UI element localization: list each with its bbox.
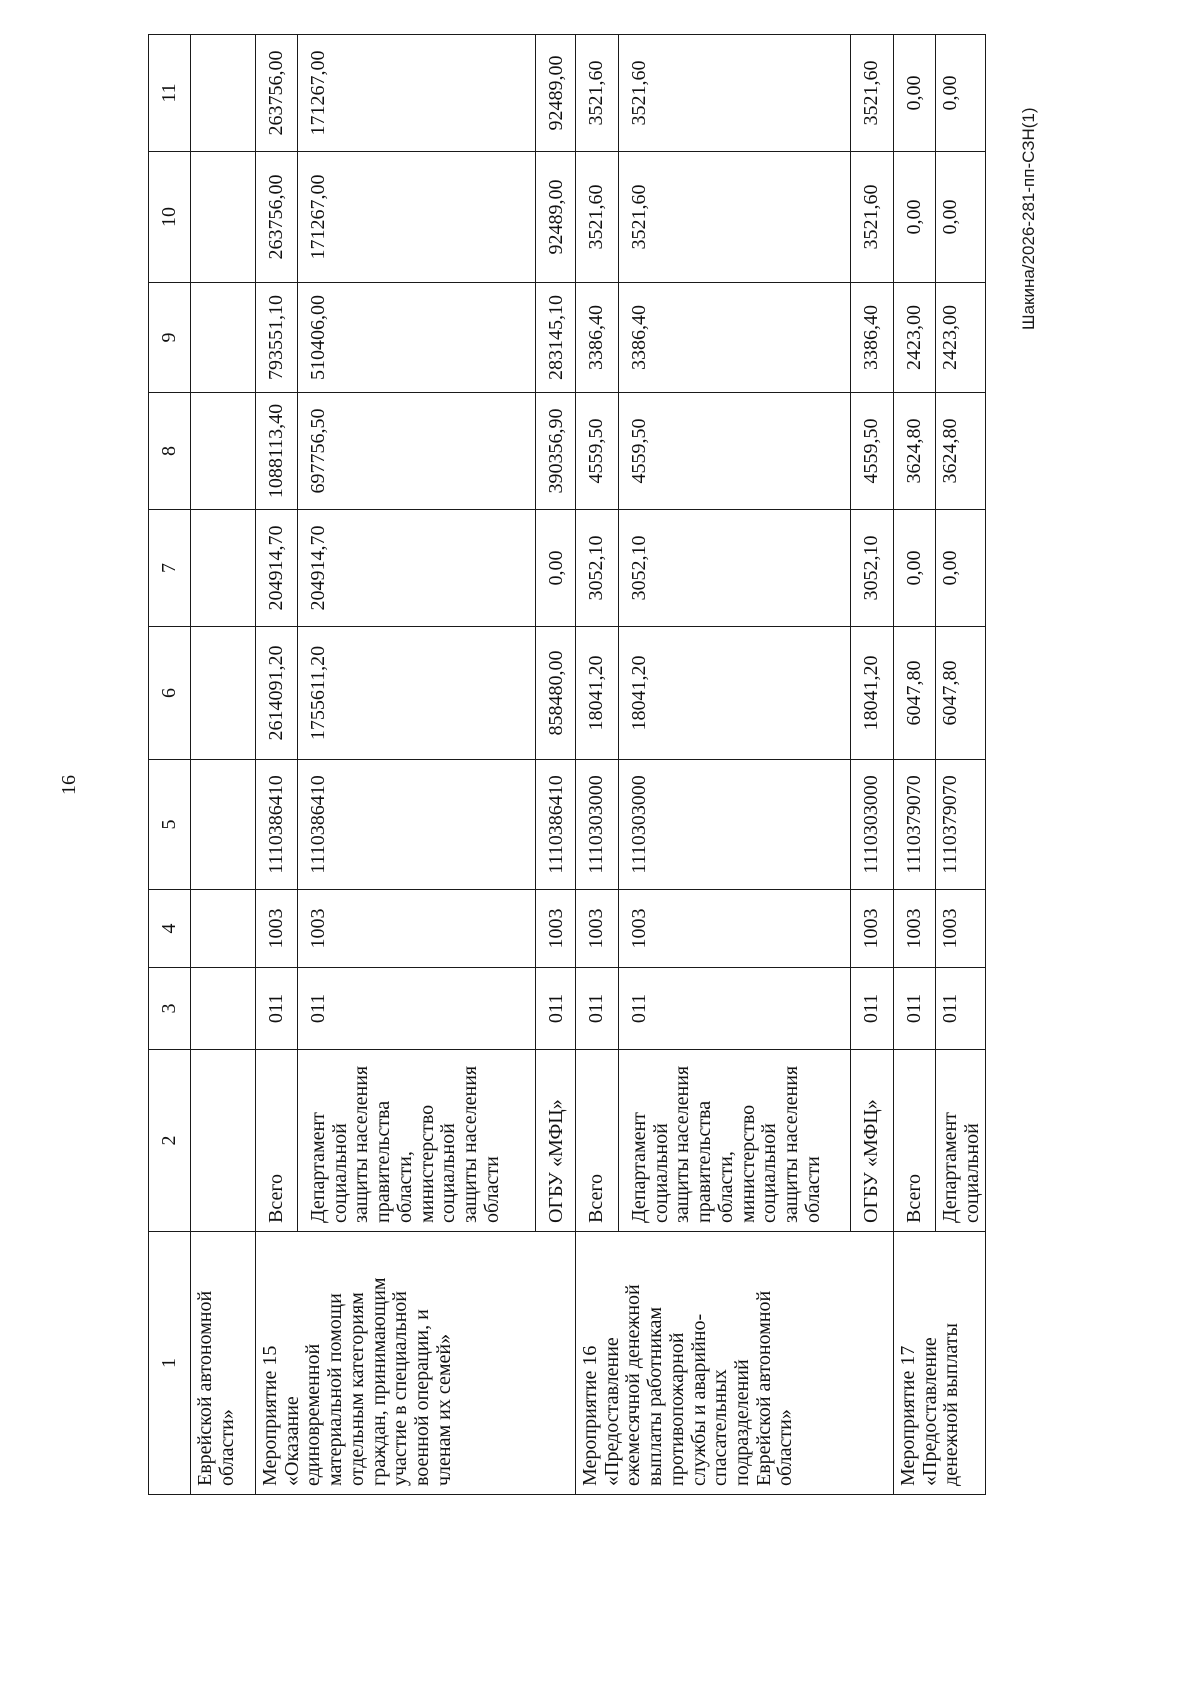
empty-cell <box>191 283 256 393</box>
amount-cell: 4559,50 <box>576 393 619 510</box>
executor-cell: Всего <box>894 1050 936 1232</box>
amount-cell: 3521,60 <box>851 152 894 283</box>
amount-cell: 3052,10 <box>576 510 619 627</box>
amount-cell: 92489,00 <box>536 152 576 283</box>
amount-cell: 0,00 <box>894 35 936 152</box>
column-number: 4 <box>149 890 191 968</box>
amount-cell: 3386,40 <box>576 283 619 393</box>
code-cell: 1110386410 <box>256 760 298 890</box>
code-cell: 1003 <box>256 890 298 968</box>
code-cell: 1003 <box>851 890 894 968</box>
amount-cell: 3521,60 <box>619 152 851 283</box>
amount-cell: 0,00 <box>536 510 576 627</box>
amount-cell: 18041,20 <box>576 627 619 760</box>
code-cell: 011 <box>894 968 936 1050</box>
amount-cell: 3521,60 <box>851 35 894 152</box>
code-cell: 011 <box>851 968 894 1050</box>
amount-cell: 0,00 <box>894 152 936 283</box>
amount-cell: 0,00 <box>936 35 986 152</box>
amount-cell: 171267,00 <box>298 152 536 283</box>
amount-cell: 0,00 <box>894 510 936 627</box>
amount-cell: 0,00 <box>936 152 986 283</box>
column-number: 3 <box>149 968 191 1050</box>
page-number: 16 <box>58 775 80 795</box>
code-cell: 1003 <box>298 890 536 968</box>
column-number: 9 <box>149 283 191 393</box>
amount-cell: 3386,40 <box>619 283 851 393</box>
table-row <box>894 35 936 1495</box>
amount-cell: 3521,60 <box>576 35 619 152</box>
code-cell: 1003 <box>936 890 986 968</box>
measure-title: Мероприятие 16 «Предоставление ежемесячной денежной выплаты работникам противопожарной службы и аварийно- спасательных подразделений Еврейской автономной области» <box>576 1232 894 1495</box>
column-number: 8 <box>149 393 191 510</box>
empty-cell <box>191 627 256 760</box>
code-cell: 1110379070 <box>936 760 986 890</box>
code-cell: 1003 <box>619 890 851 968</box>
code-cell: 1003 <box>576 890 619 968</box>
amount-cell: 4559,50 <box>619 393 851 510</box>
column-number: 6 <box>149 627 191 760</box>
amount-cell: 3386,40 <box>851 283 894 393</box>
amount-cell: 263756,00 <box>256 35 298 152</box>
executor-cell: Всего <box>256 1050 298 1232</box>
column-number: 7 <box>149 510 191 627</box>
amount-cell: 171267,00 <box>298 35 536 152</box>
amount-cell: 0,00 <box>936 510 986 627</box>
code-cell: 1110386410 <box>298 760 536 890</box>
amount-cell: 3624,80 <box>894 393 936 510</box>
column-number-row <box>149 35 191 1495</box>
amount-cell: 793551,10 <box>256 283 298 393</box>
amount-cell: 6047,80 <box>894 627 936 760</box>
column-number: 2 <box>149 1050 191 1232</box>
amount-cell: 390356,90 <box>536 393 576 510</box>
executor-cell: Всего <box>576 1050 619 1232</box>
column-number: 5 <box>149 760 191 890</box>
amount-cell: 6047,80 <box>936 627 986 760</box>
amount-cell: 2423,00 <box>936 283 986 393</box>
code-cell: 011 <box>256 968 298 1050</box>
amount-cell: 92489,00 <box>536 35 576 152</box>
amount-cell: 697756,50 <box>298 393 536 510</box>
code-cell: 1110386410 <box>536 760 576 890</box>
code-cell: 1110303000 <box>851 760 894 890</box>
executor-cell: ОГБУ «МФЦ» <box>851 1050 894 1232</box>
amount-cell: 2423,00 <box>894 283 936 393</box>
column-number: 1 <box>149 1232 191 1495</box>
empty-cell <box>191 393 256 510</box>
amount-cell: 204914,70 <box>298 510 536 627</box>
continued-measure-title: Еврейской автономной области» <box>191 1232 256 1495</box>
empty-cell <box>191 1050 256 1232</box>
executor-cell: Департамент социальной <box>936 1050 986 1232</box>
table-body <box>149 35 986 1495</box>
amount-cell: 1088113,40 <box>256 393 298 510</box>
empty-cell <box>191 890 256 968</box>
table-row <box>256 35 298 1495</box>
amount-cell: 263756,00 <box>256 152 298 283</box>
code-cell: 011 <box>298 968 536 1050</box>
continuation-row <box>191 35 256 1495</box>
empty-cell <box>191 968 256 1050</box>
amount-cell: 858480,00 <box>536 627 576 760</box>
executor-cell: ОГБУ «МФЦ» <box>536 1050 576 1232</box>
measure-title: Мероприятие 17 «Предоставление денежной выплаты <box>894 1232 986 1495</box>
executor-cell: Департамент социальной защиты населения правительства области, министерство социальной защиты населения области <box>298 1050 536 1232</box>
amount-cell: 3624,80 <box>936 393 986 510</box>
amount-cell: 2614091,20 <box>256 627 298 760</box>
empty-cell <box>191 510 256 627</box>
table-row <box>576 35 619 1495</box>
code-cell: 011 <box>936 968 986 1050</box>
code-cell: 1110303000 <box>619 760 851 890</box>
amount-cell: 204914,70 <box>256 510 298 627</box>
amount-cell: 510406,00 <box>298 283 536 393</box>
empty-cell <box>191 760 256 890</box>
code-cell: 1110303000 <box>576 760 619 890</box>
amount-cell: 3052,10 <box>851 510 894 627</box>
amount-cell: 4559,50 <box>851 393 894 510</box>
code-cell: 1003 <box>536 890 576 968</box>
code-cell: 1003 <box>894 890 936 968</box>
amount-cell: 3521,60 <box>619 35 851 152</box>
measures-funding-table <box>148 34 986 1495</box>
document-code-footer: Шакина/2026-281-пп-СЗН(1) <box>1019 107 1038 330</box>
code-cell: 1110379070 <box>894 760 936 890</box>
code-cell: 011 <box>619 968 851 1050</box>
amount-cell: 18041,20 <box>619 627 851 760</box>
amount-cell: 3521,60 <box>576 152 619 283</box>
amount-cell: 283145,10 <box>536 283 576 393</box>
amount-cell: 18041,20 <box>851 627 894 760</box>
executor-cell: Департамент социальной защиты населения правительства области, министерство социальной защиты населения области <box>619 1050 851 1232</box>
column-number: 11 <box>149 35 191 152</box>
code-cell: 011 <box>576 968 619 1050</box>
empty-cell <box>191 35 256 152</box>
measure-title: Мероприятие 15 «Оказание единовременной материальной помощи отдельным категориям граждан, принимающим участие в специальной военной операции, и членам их семей» <box>256 1232 576 1495</box>
amount-cell: 3052,10 <box>619 510 851 627</box>
code-cell: 011 <box>536 968 576 1050</box>
empty-cell <box>191 152 256 283</box>
column-number: 10 <box>149 152 191 283</box>
amount-cell: 1755611,20 <box>298 627 536 760</box>
